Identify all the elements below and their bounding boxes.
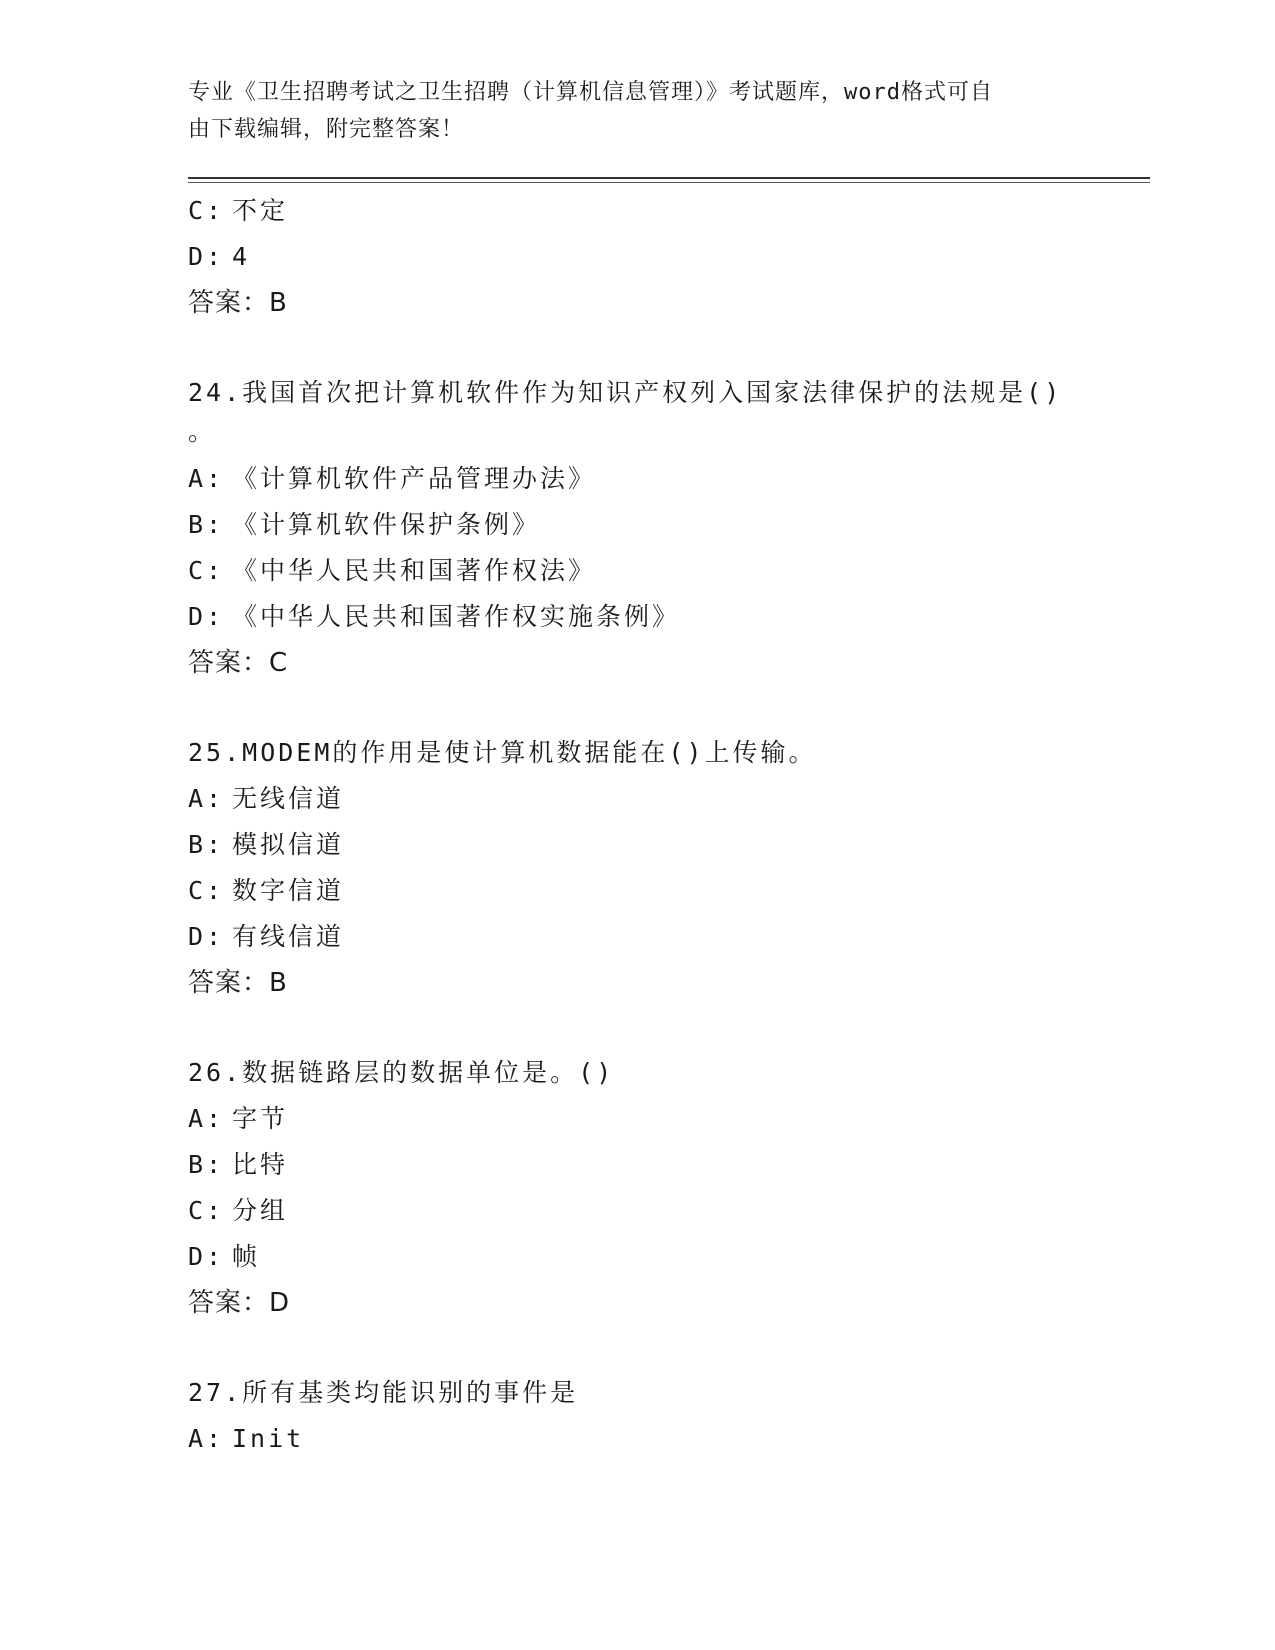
option-text: 《计算机软件产品管理办法》	[232, 464, 597, 493]
option-d	[188, 1234, 1088, 1280]
question-27	[188, 1370, 1088, 1462]
answer-line: 答案：D	[188, 1288, 291, 1318]
option-label: D:	[188, 1242, 225, 1271]
option-a	[188, 776, 1088, 822]
option-label: B:	[188, 510, 225, 539]
option-b	[188, 1142, 1088, 1188]
option-b	[188, 822, 1088, 868]
spacer	[188, 686, 1088, 730]
option-text: 帧	[232, 1242, 261, 1271]
option-c	[188, 868, 1088, 914]
spacer	[188, 326, 1088, 370]
option-text: 字节	[232, 1104, 289, 1133]
option-label: C:	[188, 1196, 225, 1225]
question-stem: 25.MODEM的作用是使计算机数据能在()上传输。	[188, 738, 817, 767]
option-text: 模拟信道	[232, 830, 345, 859]
document-header	[188, 74, 1088, 148]
option-label: A:	[188, 1104, 225, 1133]
header-rule-thin	[188, 182, 1150, 183]
option-label: A:	[188, 464, 225, 493]
option-label: A:	[188, 784, 225, 813]
option-text: 《中华人民共和国著作权法》	[232, 556, 597, 585]
question-24	[188, 370, 1088, 686]
option-text: 《中华人民共和国著作权实施条例》	[232, 602, 681, 631]
option-d	[188, 594, 1088, 640]
question-25	[188, 730, 1088, 1006]
option-d	[188, 234, 1088, 280]
option-text: 比特	[232, 1150, 289, 1179]
header-line-1: 专业《卫生招聘考试之卫生招聘（计算机信息管理）》考试题库，word格式可自	[188, 80, 993, 105]
option-text: 无线信道	[232, 784, 345, 813]
question-26	[188, 1050, 1088, 1326]
option-label: B:	[188, 830, 225, 859]
option-a	[188, 1416, 1088, 1462]
option-label: B:	[188, 1150, 225, 1179]
option-c	[188, 1188, 1088, 1234]
option-text: 分组	[232, 1196, 289, 1225]
option-text: 有线信道	[232, 922, 345, 951]
option-text: Init	[232, 1424, 305, 1453]
option-label: C:	[188, 876, 225, 905]
option-text: 数字信道	[232, 876, 345, 905]
question-stem: 26.数据链路层的数据单位是。()	[188, 1058, 615, 1087]
question-list	[188, 188, 1088, 1462]
continued-question	[188, 188, 1088, 326]
option-a	[188, 1096, 1088, 1142]
option-text: 不定	[232, 196, 289, 225]
spacer	[188, 1326, 1088, 1370]
header-rule-thick	[188, 177, 1150, 179]
option-text: 《计算机软件保护条例》	[232, 510, 541, 539]
option-d	[188, 914, 1088, 960]
option-label: C:	[188, 196, 225, 225]
option-text: 4	[232, 242, 251, 271]
option-label: D:	[188, 922, 225, 951]
option-c	[188, 188, 1088, 234]
question-stem: 27.所有基类均能识别的事件是	[188, 1378, 579, 1407]
question-stem-continuation: 。	[188, 417, 217, 446]
option-label: C:	[188, 556, 225, 585]
option-label: A:	[188, 1424, 225, 1453]
answer-line: 答案：B	[188, 968, 288, 998]
answer-line: 答案：B	[188, 288, 288, 318]
spacer	[188, 1006, 1088, 1050]
answer-line: 答案：C	[188, 648, 289, 678]
option-b	[188, 502, 1088, 548]
header-line-2: 由下载编辑，附完整答案！	[188, 117, 465, 142]
question-stem: 24.我国首次把计算机软件作为知识产权列入国家法律保护的法规是()	[188, 378, 1063, 407]
option-c	[188, 548, 1088, 594]
option-label: D:	[188, 602, 225, 631]
option-label: D:	[188, 242, 225, 271]
option-a	[188, 456, 1088, 502]
